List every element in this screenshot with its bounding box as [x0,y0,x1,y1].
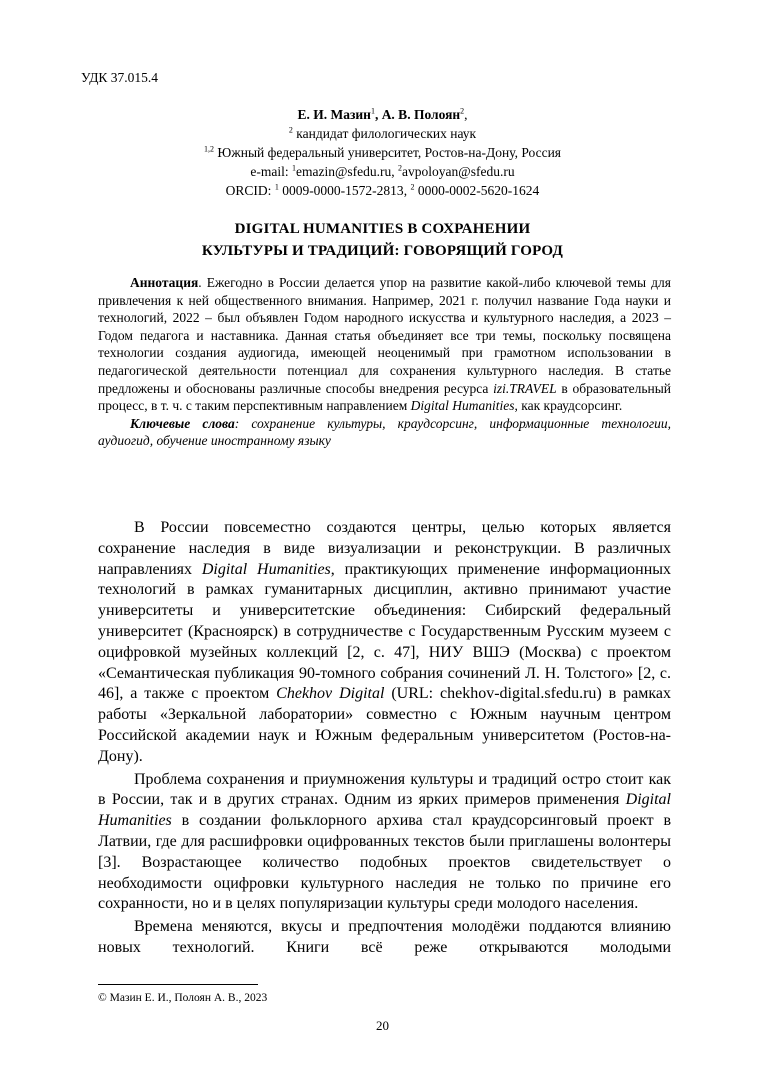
body-paragraph-3: Времена меняются, вкусы и предпочтения молодёжи поддаются влиянию новых технологий. Книги всё реже открываются молодыми [98,918,671,956]
body-paragraph-2 [98,770,671,916]
abstract-resource: izi.TRAVEL [493,380,557,396]
keywords-label: Ключевые слова [130,415,235,431]
article-title [0,218,765,262]
abstract-text-c: , как краудсорсинг. [514,398,623,414]
title-line-1: DIGITAL HUMANITIES В СОХРАНЕНИИ [234,221,531,237]
orcid2: 0000-0002-5620-1624 [414,183,540,198]
p2-b: в создании фольклорного архива стал краудсорсинговый проект в Латвии, где для расшифровки оцифрованных текстов были приглашены волонтеры [3]. Возрастающее количество подобных проектов свидетельствует о необходимости оцифровки культурного наследия не только по причине его сохранности, но и в целях популяризации культуры среди молодого населения. [98,812,671,913]
email2: avpoloyan@sfedu.ru [402,164,515,179]
author-line [0,106,765,124]
keywords-text: : сохранение культуры, краудсорсинг, информационные технологии, аудиогид, обучение иностранному языку [98,415,671,449]
affiliation-degree [0,125,765,143]
page-number: 20 [376,1018,389,1033]
body-paragraph-1 [98,518,671,768]
email-line [0,163,765,181]
p1-c: (URL: chekhov-digital.sfedu.ru) в рамках работы «Зеркальной лаборатории» совместно с Южным научным центром Российской академии наук и Южным федеральным университетом (Ростов-на-Дону). [98,685,672,765]
abstract-text-b: в образовательный процесс, в т. ч. с таким перспективным направлением [98,380,671,414]
p1-dh: Digital Humanities [201,560,331,578]
p2-a: Проблема сохранения и приумножения культуры и традиций остро стоит как в России, так и в других странах. Одним из ярких примеров применения [98,770,671,809]
orcid-sep: , [403,183,411,198]
abstract-block [98,274,671,450]
orcid-line [0,182,765,200]
email-sep: , [391,164,399,179]
email1-sup: 1 [292,163,297,173]
abstract-text-a: . Ежегодно в России делается упор на развитие какой-либо ключевой темы для привлечения к ней общественного внимания. Например, 2021 г. получил название Года науки и технологий, 2022 – был объявлен Годом народного искусства и культурного наследия, а 2023 – Годом педагога и наставника. Данная статья объединяет все три темы, поскольку посвящена технологии создания аудиогида, имеющей неоценимый при грамотном использовании в педагогической деятельности потенциал для сохранения культурного наследия. В статье предложены и обоснованы различные способы внедрения ресурса [98,275,671,396]
university-sup: 1,2 [204,144,214,154]
author2-sup: 2 [460,106,465,116]
footnote-rule [98,984,258,985]
author1-name: Е. И. Мазин [297,107,371,122]
orcid-prefix: ORCID: [225,183,275,198]
abstract-paragraph [98,274,671,415]
affiliation-university [0,144,765,162]
degree-text: кандидат филологических наук [292,126,477,141]
title-line-2: КУЛЬТУРЫ И ТРАДИЦИЙ: ГОВОРЯЩИЙ ГОРОД [201,243,564,259]
orcid1-sup: 1 [274,182,279,192]
p1-chekhov: Chekhov Digital [276,685,385,703]
author1-sup: 1 [370,106,375,116]
body-text [98,518,671,959]
footnote-copyright: © Мазин Е. И., Полоян А. В., 2023 [98,992,268,1004]
orcid2-sup: 2 [410,182,415,192]
author2-name: А. В. Полоян [381,107,461,122]
abstract-label: Аннотация [130,275,199,290]
email1: emazin@sfedu.ru [296,164,392,179]
p2-dh: Digital Humanities [98,791,671,830]
abstract-dh: Digital Humanities [410,398,515,414]
p1-a: В России повсеместно создаются центры, целью которых является сохранение наследия в виде визуализации и реконструкции. В различных направлениях [98,519,671,578]
orcid1: 0009-0000-1572-2813 [278,183,404,198]
university-text: Южный федеральный университет, Ростов-на-Дону, Россия [214,145,561,160]
email-prefix: e-mail: [250,164,293,179]
keywords-paragraph [98,415,671,450]
author-separator: , [374,107,382,122]
author-trailing: , [464,107,468,122]
degree-sup: 2 [288,125,293,135]
p1-b: , практикующих применение информационных технологий в рамках гуманитарных дисциплин, активно принимают участие университеты и университетские объединения: Сибирский федеральный университет (Красноярск) в сотрудничестве с Государственным Русским музеем с оцифровкой музейных коллекций [2, с. 47], НИУ ВШЭ (Москва) с проектом «Семантическая публикация 90-томного собрания сочинений Л. Н. Толстого» [2, с. 46], а также с проектом [98,560,672,703]
udk-code: УДК 37.015.4 [81,70,159,85]
email2-sup: 2 [398,163,403,173]
